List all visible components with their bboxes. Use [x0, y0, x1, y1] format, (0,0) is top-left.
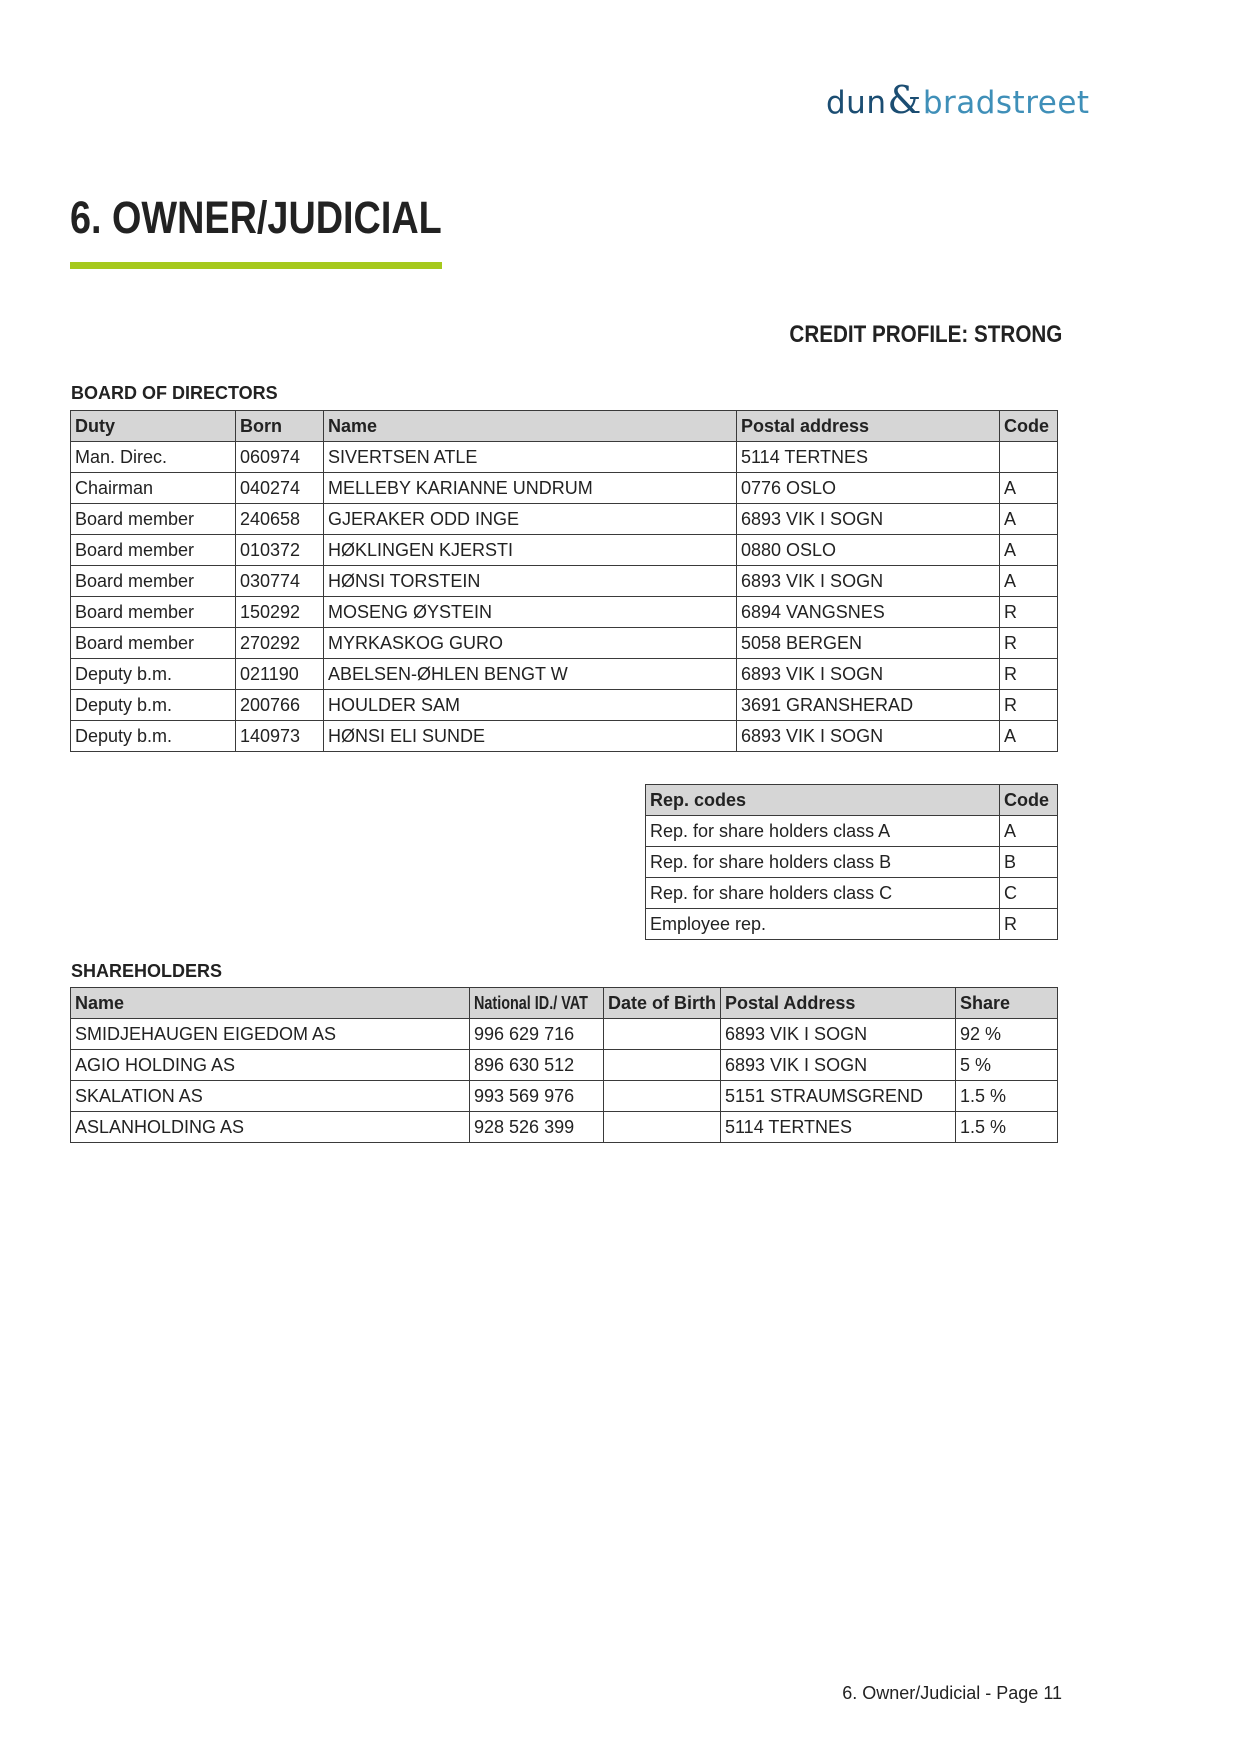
table-row	[71, 628, 1058, 659]
postal-address-cell: 6893 VIK I SOGN	[737, 659, 1000, 690]
name-cell: HØKLINGEN KJERSTI	[324, 535, 737, 566]
rep-code-description: Rep. for share holders class B	[646, 847, 1000, 878]
date-of-birth-cell	[604, 1019, 721, 1050]
duty-cell: Deputy b.m.	[71, 659, 236, 690]
share-cell: 92 %	[956, 1019, 1058, 1050]
table-row	[646, 816, 1058, 847]
postal-address-cell: 0880 OSLO	[737, 535, 1000, 566]
dun-bradstreet-logo	[826, 76, 1090, 124]
table-row	[71, 1081, 1058, 1112]
name-cell: MOSENG ØYSTEIN	[324, 597, 737, 628]
duty-cell: Board member	[71, 628, 236, 659]
table-header-row	[646, 785, 1058, 816]
name-cell: GJERAKER ODD INGE	[324, 504, 737, 535]
table-row	[646, 878, 1058, 909]
code-cell: B	[1000, 847, 1058, 878]
postal-address-cell: 6893 VIK I SOGN	[721, 1019, 956, 1050]
born-cell: 040274	[236, 473, 324, 504]
column-header-share: Share	[956, 988, 1058, 1019]
table-row	[646, 909, 1058, 940]
rep-code-description: Rep. for share holders class C	[646, 878, 1000, 909]
table-row	[71, 597, 1058, 628]
date-of-birth-cell	[604, 1050, 721, 1081]
column-header-duty: Duty	[71, 411, 236, 442]
postal-address-cell: 0776 OSLO	[737, 473, 1000, 504]
table-row	[71, 659, 1058, 690]
national-id-cell: 993 569 976	[470, 1081, 604, 1112]
column-header-rep-codes: Rep. codes	[646, 785, 1000, 816]
born-cell: 010372	[236, 535, 324, 566]
name-cell: HØNSI TORSTEIN	[324, 566, 737, 597]
rep-codes-table	[645, 784, 1058, 940]
code-cell: R	[1000, 690, 1058, 721]
column-header-born: Born	[236, 411, 324, 442]
table-row	[71, 535, 1058, 566]
title-underline	[70, 262, 442, 269]
table-header-row	[71, 411, 1058, 442]
national-id-header-text: National ID./ VAT	[474, 992, 588, 1013]
postal-address-cell: 6893 VIK I SOGN	[737, 721, 1000, 752]
column-header-name: Name	[324, 411, 737, 442]
duty-cell: Chairman	[71, 473, 236, 504]
credit-profile-heading: CREDIT PROFILE: STRONG	[789, 321, 1062, 348]
postal-address-cell: 5114 TERTNES	[721, 1112, 956, 1143]
column-header-postal-address: Postal Address	[721, 988, 956, 1019]
date-of-birth-cell	[604, 1112, 721, 1143]
column-header-postal-address: Postal address	[737, 411, 1000, 442]
table-row	[71, 566, 1058, 597]
date-of-birth-cell	[604, 1081, 721, 1112]
share-cell: 1.5 %	[956, 1081, 1058, 1112]
column-header-code: Code	[1000, 411, 1058, 442]
postal-address-cell: 5058 BERGEN	[737, 628, 1000, 659]
code-cell: R	[1000, 909, 1058, 940]
column-header-date-of-birth: Date of Birth	[604, 988, 721, 1019]
page-title: 6. OWNER/JUDICIAL	[70, 192, 442, 243]
born-cell: 200766	[236, 690, 324, 721]
born-cell: 270292	[236, 628, 324, 659]
table-row	[71, 504, 1058, 535]
postal-address-cell: 6893 VIK I SOGN	[737, 504, 1000, 535]
logo-word-bradstreet: bradstreet	[922, 85, 1090, 121]
code-cell: A	[1000, 535, 1058, 566]
code-cell: A	[1000, 504, 1058, 535]
name-cell: HOULDER SAM	[324, 690, 737, 721]
logo-ampersand: &	[887, 78, 922, 122]
code-cell: A	[1000, 473, 1058, 504]
national-id-cell: 996 629 716	[470, 1019, 604, 1050]
column-header-national-id	[470, 988, 604, 1019]
born-cell: 021190	[236, 659, 324, 690]
board-section-label: BOARD OF DIRECTORS	[71, 383, 278, 403]
postal-address-cell: 6893 VIK I SOGN	[721, 1050, 956, 1081]
code-cell: R	[1000, 628, 1058, 659]
name-cell: MYRKASKOG GURO	[324, 628, 737, 659]
duty-cell: Board member	[71, 504, 236, 535]
postal-address-cell: 3691 GRANSHERAD	[737, 690, 1000, 721]
shareholder-name-cell: SKALATION AS	[71, 1081, 470, 1112]
postal-address-cell: 5114 TERTNES	[737, 442, 1000, 473]
postal-address-cell: 6893 VIK I SOGN	[737, 566, 1000, 597]
born-cell: 240658	[236, 504, 324, 535]
column-header-code: Code	[1000, 785, 1058, 816]
code-cell: R	[1000, 597, 1058, 628]
born-cell: 030774	[236, 566, 324, 597]
table-row	[71, 1019, 1058, 1050]
table-row	[646, 847, 1058, 878]
table-row	[71, 721, 1058, 752]
shareholder-name-cell: ASLANHOLDING AS	[71, 1112, 470, 1143]
share-cell: 5 %	[956, 1050, 1058, 1081]
table-row	[71, 1050, 1058, 1081]
logo-word-dun: dun	[826, 85, 887, 121]
code-cell: A	[1000, 721, 1058, 752]
share-cell: 1.5 %	[956, 1112, 1058, 1143]
duty-cell: Board member	[71, 566, 236, 597]
code-cell: A	[1000, 566, 1058, 597]
name-cell: ABELSEN-ØHLEN BENGT W	[324, 659, 737, 690]
postal-address-cell: 5151 STRAUMSGREND	[721, 1081, 956, 1112]
name-cell: SIVERTSEN ATLE	[324, 442, 737, 473]
table-row	[71, 1112, 1058, 1143]
code-cell: A	[1000, 816, 1058, 847]
born-cell: 060974	[236, 442, 324, 473]
column-header-name: Name	[71, 988, 470, 1019]
postal-address-cell: 6894 VANGSNES	[737, 597, 1000, 628]
duty-cell: Deputy b.m.	[71, 721, 236, 752]
duty-cell: Man. Direc.	[71, 442, 236, 473]
duty-cell: Board member	[71, 597, 236, 628]
table-header-row	[71, 988, 1058, 1019]
rep-code-description: Employee rep.	[646, 909, 1000, 940]
board-of-directors-table	[70, 410, 1058, 752]
name-cell: HØNSI ELI SUNDE	[324, 721, 737, 752]
table-row	[71, 473, 1058, 504]
page-footer: 6. Owner/Judicial - Page 11	[842, 1683, 1062, 1703]
code-cell	[1000, 442, 1058, 473]
born-cell: 140973	[236, 721, 324, 752]
table-row	[71, 442, 1058, 473]
shareholders-section-label: SHAREHOLDERS	[71, 961, 223, 981]
rep-code-description: Rep. for share holders class A	[646, 816, 1000, 847]
shareholder-name-cell: SMIDJEHAUGEN EIGEDOM AS	[71, 1019, 470, 1050]
national-id-cell: 928 526 399	[470, 1112, 604, 1143]
table-row	[71, 690, 1058, 721]
name-cell: MELLEBY KARIANNE UNDRUM	[324, 473, 737, 504]
national-id-cell: 896 630 512	[470, 1050, 604, 1081]
code-cell: C	[1000, 878, 1058, 909]
code-cell: R	[1000, 659, 1058, 690]
born-cell: 150292	[236, 597, 324, 628]
duty-cell: Deputy b.m.	[71, 690, 236, 721]
duty-cell: Board member	[71, 535, 236, 566]
shareholders-table	[70, 987, 1058, 1143]
shareholder-name-cell: AGIO HOLDING AS	[71, 1050, 470, 1081]
